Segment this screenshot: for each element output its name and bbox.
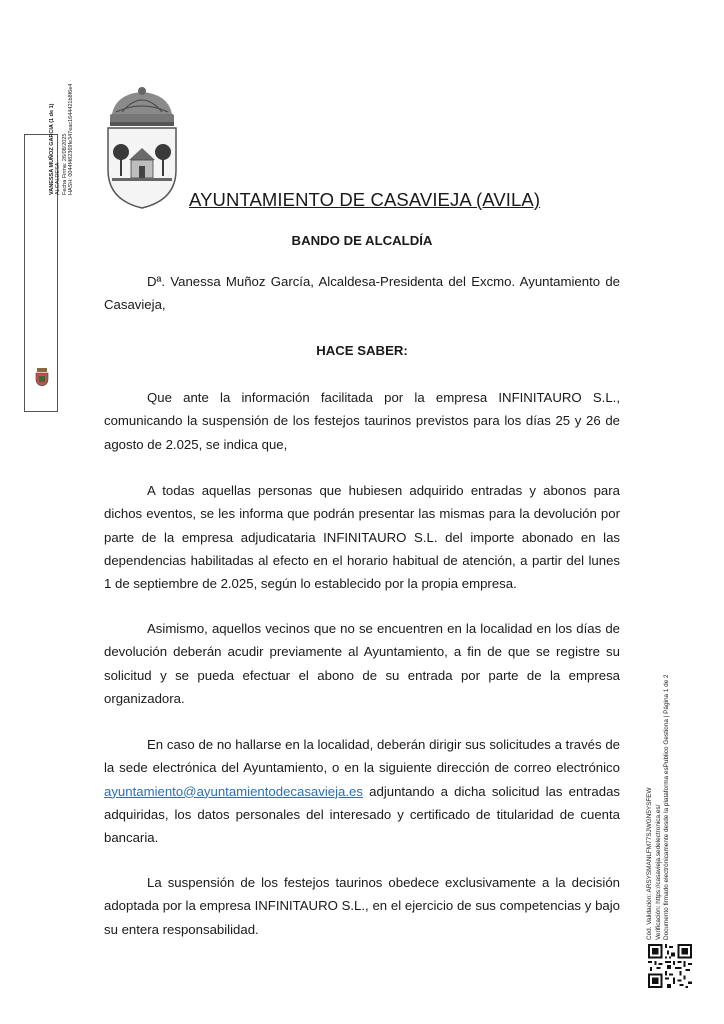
paragraph-3: Asimismo, aquellos vecinos que no se encuentren en la localidad en los días de devolución deberán acudir previamente al Ayuntamiento, a fin de que se registre su solicitud y se pueda efectuar el abono de su entrada por parte de la empresa organizadora. [104,621,620,706]
announces-heading: HACE SABER: [316,343,408,358]
intro-paragraph: Dª. Vanessa Muñoz García, Alcaldesa-Presidenta del Excmo. Ayuntamiento de Casavieja, [104,274,620,313]
platform-note-text: Documento firmado electrónicamente desde la plataforma esPublico Gestiona | [663,715,671,940]
crest-small-icon [34,367,50,387]
document-type-heading: BANDO DE ALCALDÍA [291,233,433,248]
page-indicator: Página 1 de 2 [663,674,671,714]
signature-stamp [24,83,74,412]
paragraph-4 [104,733,620,849]
signature-date: Fecha Firma: 26/08/2025 [61,133,68,195]
signature-hash: HASH: 0044f482369fe347eac1644421b8f6e4 [67,83,74,195]
verification-url: Verificación: https://casavieja.sedelectronica.es/ [654,804,662,940]
signer-name: VANESSA MUÑOZ GARCIA (1 de 1) [49,103,55,195]
signature-text [49,0,74,195]
contact-email-link[interactable]: ayuntamiento@ayuntamientodecasavieja.es [104,783,363,799]
municipality-title: AYUNTAMIENTO DE CASAVIEJA (AVILA) [189,189,541,210]
platform-note [663,630,672,940]
paragraph-5: La suspensión de los festejos taurinos obedece exclusivamente a la decisión adoptada por la empresa INFINITAURO S.L., en el ejercicio de sus competencias y bajo su entera responsabilidad. [104,875,620,937]
verification-block [646,630,672,940]
coat-of-arms-icon [102,86,182,210]
qr-code-icon [648,944,692,988]
signer-role: ALCALDESA [55,162,62,195]
validation-code: Cód. Validación: ARSYSMANLFM77SJWGN5YSFEW [646,787,653,940]
paragraph-1: Que ante la información facilitada por la empresa INFINITAURO S.L., comunicando la suspensión de los festejos taurinos previstos para los días 25 y 26 de agosto de 2.025, se indica que, [104,390,620,452]
paragraph-4-end: adjuntando a dicha solicitud las entradas adquiridas, los datos personales del interesado y certificado de titularidad de cuenta bancaria. [104,783,620,846]
paragraph-4-start: En caso de no hallarse en la localidad, deberán dirigir sus solicitudes a través de la sede electrónica del Ayuntamiento, o en la siguiente dirección de correo electrónico [104,737,620,776]
paragraph-2: A todas aquellas personas que hubiesen adquirido entradas y abonos para dichos eventos, se les informa que podrán presentar las mismas para la devolución por parte de la empresa adjudicataria INFINITAURO S.L. del importe abonado en las dependencias habilitadas al efecto en el horario habitual de atención, a partir del lunes 1 de septiembre de 2.025, según lo establecido por la propia empresa. [104,483,620,592]
